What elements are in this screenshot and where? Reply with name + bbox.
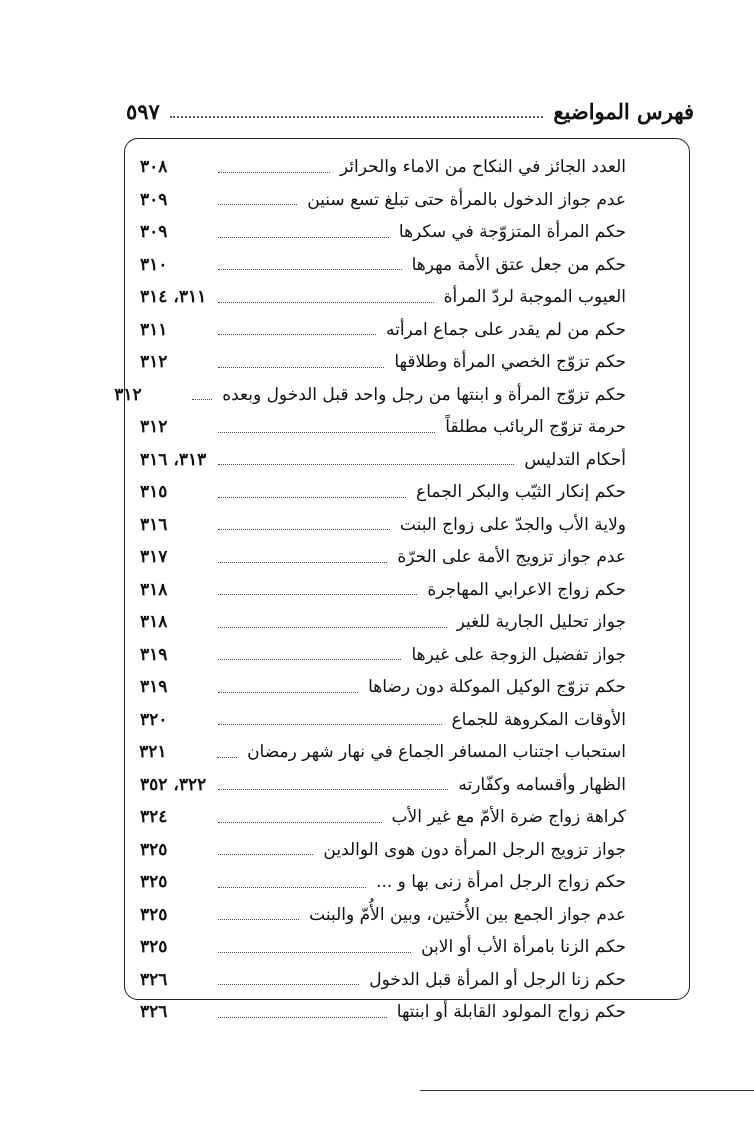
toc-entry bbox=[140, 314, 626, 347]
entry-dot-leader bbox=[218, 302, 434, 303]
toc-entry bbox=[140, 834, 626, 867]
toc-entry bbox=[140, 346, 626, 379]
entry-dot-leader bbox=[218, 269, 402, 270]
entry-dot-leader bbox=[218, 464, 514, 465]
entry-dot-leader bbox=[218, 334, 376, 335]
entry-dot-leader bbox=[218, 822, 382, 823]
entry-page-number: ٣١٠ bbox=[140, 254, 168, 275]
entry-dot-leader bbox=[217, 757, 237, 758]
entry-title: حكم الزنا بامرأة الأب أو الابن bbox=[421, 937, 626, 958]
entry-dot-leader bbox=[218, 529, 390, 530]
running-title: فهرس المواضيع bbox=[553, 98, 694, 124]
entry-page-number: ٣٠٨ bbox=[140, 157, 168, 178]
entry-dot-leader bbox=[218, 172, 330, 173]
entry-dot-leader bbox=[218, 659, 401, 660]
toc-entry bbox=[140, 801, 626, 834]
entry-dot-leader bbox=[218, 984, 359, 985]
entry-page-number: ٣١١ bbox=[140, 319, 168, 340]
entry-dot-leader bbox=[218, 919, 299, 920]
entry-dot-leader bbox=[218, 237, 389, 238]
header-dot-leader bbox=[170, 116, 544, 118]
toc-entry bbox=[140, 151, 626, 184]
entry-title: حكم تزوّج المرأة و ابنتها من رجل واحد قبل الدخول وبعده bbox=[222, 384, 626, 405]
entry-page-number: ٣١٩ bbox=[140, 677, 168, 698]
entry-title: العدد الجائز في النكاح من الاماء والحرائر bbox=[339, 157, 626, 178]
page-header bbox=[126, 96, 694, 126]
entry-page-number: ٣٢٠ bbox=[140, 709, 168, 730]
entry-dot-leader bbox=[218, 432, 435, 433]
entry-page-number: ٣٠٩ bbox=[140, 222, 168, 243]
entry-page-number: ٣١١، ٣١٤ bbox=[140, 287, 207, 308]
entry-title: عدم جواز تزويج الأمة على الحرّة bbox=[397, 547, 626, 568]
entry-dot-leader bbox=[192, 399, 212, 400]
toc-entry bbox=[140, 964, 626, 997]
entry-dot-leader bbox=[218, 497, 406, 498]
entry-title: العيوب الموجبة لردّ المرأة bbox=[443, 287, 626, 308]
toc-entry bbox=[140, 671, 626, 704]
entry-title: حكم زواج الرجل امرأة زنى بها و ... bbox=[376, 872, 626, 893]
entry-title: حكم تزوّج الخصي المرأة وطلاقها bbox=[394, 352, 626, 373]
entry-page-number: ٣٢٦ bbox=[140, 969, 168, 990]
entry-dot-leader bbox=[218, 204, 297, 205]
toc-entry bbox=[140, 866, 626, 899]
entry-page-number: ٣٢٥ bbox=[140, 839, 168, 860]
header-page-number: ٥٩٧ bbox=[126, 98, 160, 124]
entry-title: جواز تزويج الرجل المرأة دون هوى الوالدين bbox=[323, 839, 626, 860]
entry-title: حكم المرأة المتزوّجة في سكرها bbox=[398, 222, 626, 243]
toc-entry bbox=[140, 574, 626, 607]
toc-entry bbox=[140, 411, 626, 444]
entry-page-number: ٣٢٥ bbox=[140, 872, 168, 893]
entry-dot-leader bbox=[218, 952, 411, 953]
entry-title: حكم من جعل عتق الأمة مهرها bbox=[411, 254, 626, 275]
entry-dot-leader bbox=[218, 692, 358, 693]
toc-entry bbox=[140, 444, 626, 477]
entry-page-number: ٣٠٩ bbox=[140, 189, 168, 210]
entry-page-number: ٣٢٤ bbox=[140, 807, 168, 828]
entry-page-number: ٣١٧ bbox=[140, 547, 168, 568]
entry-title: جواز تحليل الجارية للغير bbox=[456, 612, 626, 633]
toc-entry bbox=[140, 899, 626, 932]
toc-entry bbox=[140, 996, 626, 1029]
entry-dot-leader bbox=[218, 724, 442, 725]
entry-page-number: ٣١٥ bbox=[140, 482, 168, 503]
toc-entry bbox=[140, 704, 626, 737]
toc-entry bbox=[114, 379, 626, 412]
entry-title: عدم جواز الدخول بالمرأة حتى تبلغ تسع سنين bbox=[307, 189, 626, 210]
entry-page-number: ٣٢٢، ٣٥٢ bbox=[140, 774, 207, 795]
entry-title: كراهة زواج ضرة الأمّ مع غير الأب bbox=[391, 807, 626, 828]
entry-page-number: ٣١٨ bbox=[140, 579, 168, 600]
entry-title: جواز تفضيل الزوجة على غيرها bbox=[411, 644, 626, 665]
toc-entry bbox=[140, 476, 626, 509]
entry-dot-leader bbox=[218, 562, 387, 563]
footer-rule bbox=[420, 1090, 754, 1091]
toc-entry bbox=[140, 541, 626, 574]
toc-entry bbox=[140, 736, 626, 769]
entry-title: عدم جواز الجمع بين الأُختين، وبين الأُمّ والبنت bbox=[309, 904, 626, 925]
entry-title: حكم زواج المولود القابلة أو ابنتها bbox=[396, 1002, 626, 1023]
entry-dot-leader bbox=[218, 887, 366, 888]
entry-title: حكم إنكار الثيّب والبكر الجماع bbox=[416, 482, 626, 503]
entry-page-number: ٣٢٦ bbox=[140, 1002, 168, 1023]
toc-entry bbox=[140, 509, 626, 542]
entry-title: حكم زنا الرجل أو المرأة قبل الدخول bbox=[369, 969, 626, 990]
entry-dot-leader bbox=[218, 627, 447, 628]
toc-list bbox=[114, 151, 626, 1029]
entry-title: الأوقات المكروهة للجماع bbox=[451, 709, 626, 730]
entry-dot-leader bbox=[218, 1017, 387, 1018]
toc-entry bbox=[140, 769, 626, 802]
toc-entry bbox=[140, 281, 626, 314]
entry-title: حكم تزوّج الوكيل الموكلة دون رضاها bbox=[368, 677, 626, 698]
toc-entry bbox=[140, 931, 626, 964]
entry-dot-leader bbox=[218, 594, 417, 595]
entry-page-number: ٣٢١ bbox=[139, 742, 167, 763]
entry-title: أحكام التدليس bbox=[524, 449, 626, 470]
entry-dot-leader bbox=[218, 367, 384, 368]
entry-page-number: ٣٢٥ bbox=[140, 904, 168, 925]
entry-page-number: ٣١٨ bbox=[140, 612, 168, 633]
toc-entry bbox=[140, 606, 626, 639]
entry-title: حكم زواج الاعرابي المهاجرة bbox=[427, 579, 626, 600]
entry-page-number: ٣٢٥ bbox=[140, 937, 168, 958]
entry-page-number: ٣١٢ bbox=[114, 384, 142, 405]
entry-title: حكم من لم يقدر على جماع امرأته bbox=[385, 319, 626, 340]
entry-page-number: ٣١٣، ٣١٦ bbox=[140, 449, 207, 470]
entry-dot-leader bbox=[218, 854, 313, 855]
toc-entry bbox=[140, 249, 626, 282]
entry-title: استحباب اجتناب المسافر الجماع في نهار شهر رمضان bbox=[247, 742, 626, 763]
entry-title: حرمة تزوّج الربائب مطلقاً bbox=[445, 417, 626, 438]
entry-title: ولاية الأب والجدّ على زواج البنت bbox=[399, 514, 626, 535]
toc-entry bbox=[140, 184, 626, 217]
toc-entry bbox=[140, 216, 626, 249]
entry-page-number: ٣١٢ bbox=[140, 352, 168, 373]
entry-page-number: ٣١٩ bbox=[140, 644, 168, 665]
entry-title: الظهار وأقسامه وكفّارته bbox=[458, 774, 626, 795]
toc-entry bbox=[140, 639, 626, 672]
entry-dot-leader bbox=[218, 789, 448, 790]
entry-page-number: ٣١٦ bbox=[140, 514, 168, 535]
entry-page-number: ٣١٢ bbox=[140, 417, 168, 438]
